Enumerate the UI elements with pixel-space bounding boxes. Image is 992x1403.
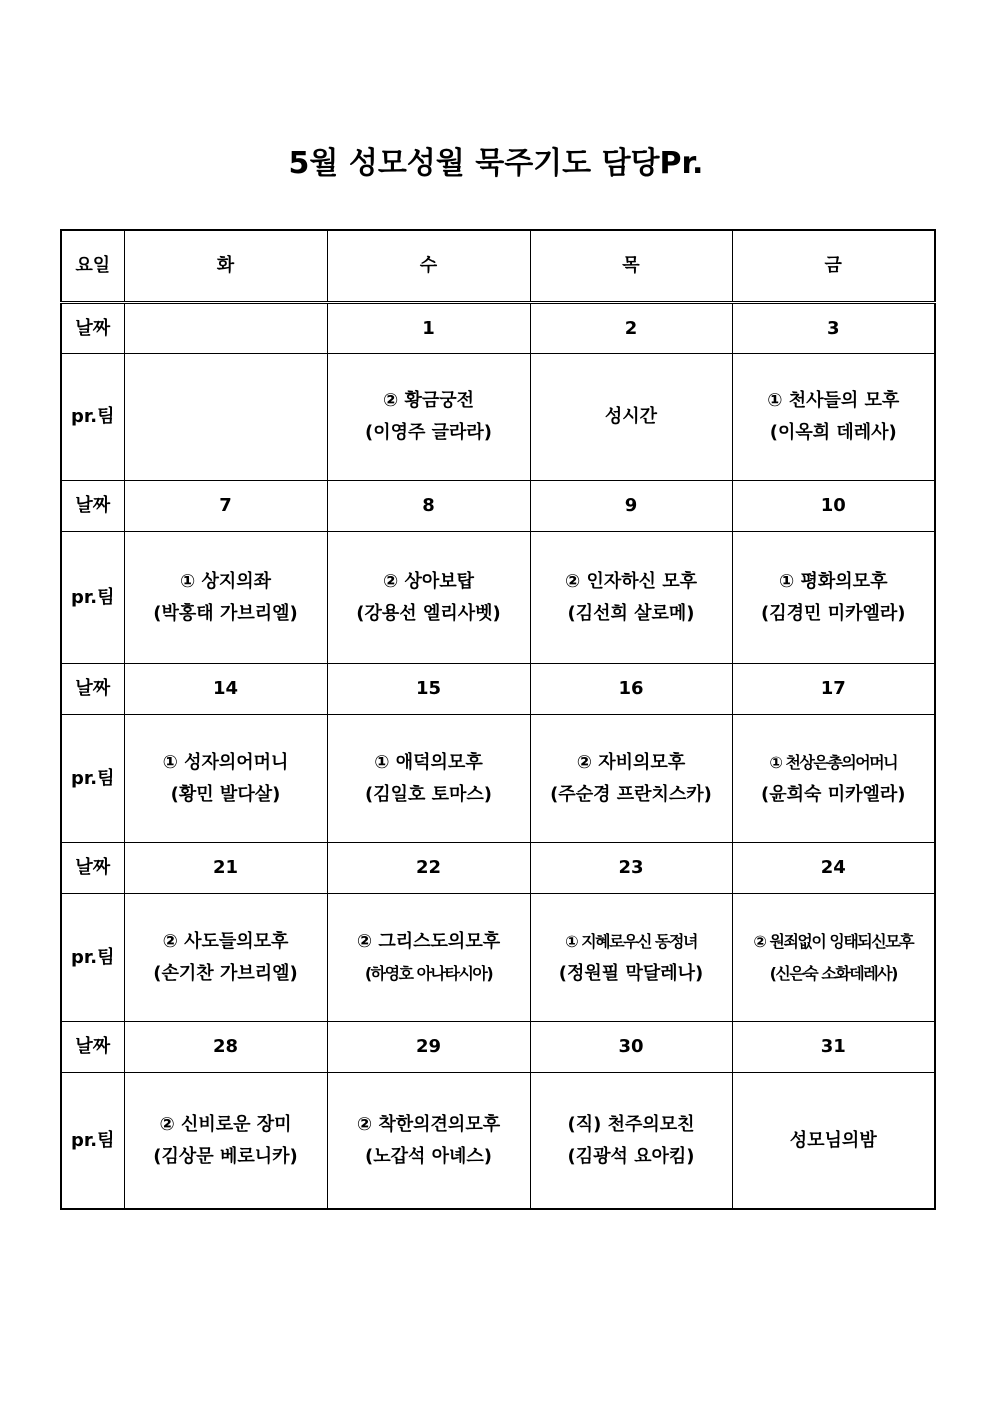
date-label: 날짜: [61, 843, 124, 894]
date-cell: 22: [327, 843, 530, 894]
date-cell: 16: [530, 664, 732, 715]
team-leader: (박홍태 가브리엘): [153, 602, 298, 624]
date-row: [61, 481, 935, 532]
date-cell: 31: [732, 1022, 935, 1073]
team-name: 성모님의밤: [789, 1129, 877, 1151]
date-row: [61, 303, 935, 354]
team-leader: (김일호 토마스): [364, 783, 493, 805]
date-row: [61, 843, 935, 894]
team-cell: [124, 894, 327, 1022]
team-leader: (이영주 글라라): [364, 422, 493, 443]
team-leader: (신은숙 소화데레사): [769, 963, 897, 983]
team-label: pr.팀: [61, 1073, 124, 1210]
team-row: [61, 1073, 935, 1210]
team-cell: [732, 532, 935, 664]
day-header-fri: 금: [732, 230, 935, 303]
team-cell: [530, 894, 732, 1022]
team-leader: (주순경 프란치스카): [550, 783, 712, 805]
team-name: ② 인자하신 모후: [564, 570, 698, 592]
date-row: [61, 664, 935, 715]
team-name: ① 지혜로우신 동정녀: [565, 931, 697, 951]
team-cell: [732, 354, 935, 481]
team-name: ① 상지의좌: [179, 570, 272, 592]
team-cell: [124, 1073, 327, 1210]
date-cell: 2: [530, 303, 732, 354]
team-cell: [124, 354, 327, 481]
team-cell: [327, 532, 530, 664]
team-name: ② 그리스도의모후: [356, 930, 501, 952]
team-label: pr.팀: [61, 532, 124, 664]
team-row: [61, 354, 935, 481]
team-name: ① 평화의모후: [779, 570, 888, 592]
team-leader: (정원필 막달레나): [558, 962, 704, 984]
day-header-tue: 화: [124, 230, 327, 303]
team-label: pr.팀: [61, 894, 124, 1022]
date-label: 날짜: [61, 481, 124, 532]
team-row: [61, 532, 935, 664]
team-label: pr.팀: [61, 715, 124, 843]
date-cell: 17: [732, 664, 935, 715]
team-name: ① 성자의어머니: [162, 751, 289, 773]
date-label: 날짜: [61, 1022, 124, 1073]
date-cell: 24: [732, 843, 935, 894]
date-cell: 1: [327, 303, 530, 354]
team-cell: [732, 1073, 935, 1210]
team-leader: (김경민 미카엘라): [761, 602, 906, 624]
date-label: 날짜: [61, 303, 124, 354]
date-cell: 21: [124, 843, 327, 894]
team-cell: [124, 532, 327, 664]
team-row: [61, 894, 935, 1022]
team-name: ② 상아보탑: [382, 570, 475, 592]
date-label: 날짜: [61, 664, 124, 715]
date-row: [61, 1022, 935, 1073]
day-header-thu: 목: [530, 230, 732, 303]
date-cell: [124, 303, 327, 354]
team-cell: [530, 1073, 732, 1210]
team-cell: [732, 715, 935, 843]
team-name: ② 사도들의모후: [162, 930, 289, 952]
team-name: ② 신비로운 장미: [159, 1113, 292, 1135]
date-cell: 29: [327, 1022, 530, 1073]
team-cell: [327, 894, 530, 1022]
team-name: ② 원죄없이 잉태되신모후: [753, 931, 914, 951]
team-leader: (노갑석 아녜스): [364, 1145, 493, 1167]
page-title: 5월 성모성월 묵주기도 담당Pr.: [288, 146, 704, 181]
team-cell: [530, 354, 732, 481]
row-label-header: 요일: [61, 230, 124, 303]
team-leader: (하영호 아나타시아): [364, 963, 493, 983]
date-cell: 15: [327, 664, 530, 715]
day-header-wed: 수: [327, 230, 530, 303]
date-cell: 7: [124, 481, 327, 532]
team-leader: (손기찬 가브리엘): [153, 962, 298, 984]
date-cell: 3: [732, 303, 935, 354]
team-leader: (김상문 베로니카): [153, 1145, 298, 1167]
team-cell: [530, 532, 732, 664]
team-name: 성시간: [604, 406, 658, 427]
team-leader: (김광석 요아킴): [567, 1145, 695, 1167]
date-cell: 14: [124, 664, 327, 715]
date-cell: 30: [530, 1022, 732, 1073]
team-leader: (윤희숙 미카엘라): [761, 783, 906, 805]
team-leader: (김선희 살로메): [567, 602, 695, 624]
weekday-header-row: [61, 230, 935, 303]
date-cell: 9: [530, 481, 732, 532]
team-name: ② 착한의견의모후: [356, 1113, 501, 1135]
team-name: ① 천상은총의어머니: [769, 752, 898, 772]
team-name: ② 황금궁전: [382, 390, 475, 411]
team-cell: [327, 1073, 530, 1210]
date-cell: 10: [732, 481, 935, 532]
team-cell: [327, 715, 530, 843]
team-name: (직) 천주의모친: [567, 1113, 695, 1135]
team-leader: (황민 발다살): [170, 783, 281, 805]
date-cell: 8: [327, 481, 530, 532]
team-name: ② 자비의모후: [576, 751, 686, 773]
team-cell: [530, 715, 732, 843]
date-cell: 23: [530, 843, 732, 894]
team-cell: [124, 715, 327, 843]
team-row: [61, 715, 935, 843]
team-leader: (강용선 엘리사벳): [356, 602, 501, 624]
team-name: ① 천사들의 모후: [767, 390, 900, 411]
team-cell: [732, 894, 935, 1022]
rosary-schedule-table: [60, 229, 936, 1210]
date-cell: 28: [124, 1022, 327, 1073]
team-name: ① 애덕의모후: [374, 751, 483, 773]
team-label: pr.팀: [61, 354, 124, 481]
team-leader: (이옥희 데레사): [769, 422, 897, 443]
team-cell: [327, 354, 530, 481]
